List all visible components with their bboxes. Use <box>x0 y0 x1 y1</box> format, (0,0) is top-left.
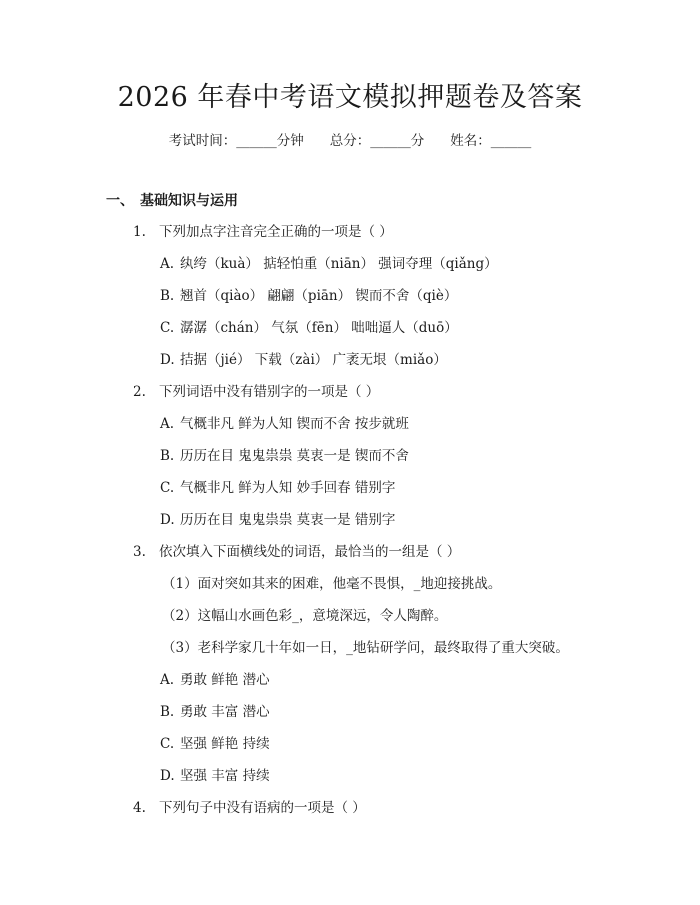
question-stem: 下列加点字注音完全正确的一项是（ ） <box>159 224 393 240</box>
question-number: 2. <box>133 384 146 400</box>
question-3 <box>133 542 460 562</box>
option-text: 历历在目 鬼鬼祟祟 莫衷一是 锲而不舍 <box>180 448 409 464</box>
section-number: 一、 <box>106 193 134 209</box>
question-1-option-c <box>160 318 458 338</box>
exam-title: 2026 年春中考语文模拟押题卷及答案 <box>117 82 583 113</box>
question-3-option-b <box>160 702 270 722</box>
student-name-field: 姓名：______ <box>450 133 532 149</box>
question-4 <box>133 798 366 818</box>
section-heading <box>106 191 238 211</box>
option-label: A. <box>160 672 175 688</box>
question-3-option-c <box>160 734 270 754</box>
option-text: 坚强 丰富 持续 <box>180 768 270 784</box>
question-2 <box>133 382 379 402</box>
exam-meta-row <box>0 131 700 151</box>
question-2-option-b <box>160 446 409 466</box>
option-label: D. <box>160 768 175 784</box>
question-3-option-d <box>160 766 270 786</box>
question-1 <box>133 222 393 242</box>
question-1-option-a <box>160 254 498 274</box>
option-text: 勇敢 鲜艳 潜心 <box>180 672 270 688</box>
option-text: 气概非凡 鲜为人知 锲而不舍 按步就班 <box>180 416 409 432</box>
question-stem: 依次填入下面横线处的词语，最恰当的一组是（ ） <box>159 544 461 560</box>
option-label: B. <box>160 704 175 720</box>
exam-time-field: 考试时间：______分钟 <box>168 133 304 149</box>
question-3-blank-1: （1）面对突如其来的困难，他毫不畏惧，_地迎接挑战。 <box>162 576 502 592</box>
option-label: A. <box>160 416 175 432</box>
option-text: 坚强 鲜艳 持续 <box>180 736 270 752</box>
question-number: 3. <box>133 544 146 560</box>
option-label: C. <box>160 320 175 336</box>
question-1-option-b <box>160 286 457 306</box>
option-label: D. <box>160 352 175 368</box>
option-label: C. <box>160 480 175 496</box>
question-1-option-d <box>160 350 447 370</box>
option-text: 纨绔（kuà） 掂轻怕重（niān） 强词夺理（qiǎng） <box>180 256 498 272</box>
option-text: 拮据（jié） 下载（zài） 广袤无垠（miǎo） <box>180 352 447 368</box>
question-3-blank-2: （2）这幅山水画色彩_，意境深远，令人陶醉。 <box>162 608 448 624</box>
option-label: D. <box>160 512 175 528</box>
option-text: 翘首（qiào） 翩翩（piān） 锲而不舍（qiè） <box>180 288 458 304</box>
question-3-blank-3: （3）老科学家几十年如一日，_地钻研学问，最终取得了重大突破。 <box>162 640 569 656</box>
question-stem: 下列词语中没有错别字的一项是（ ） <box>159 384 380 400</box>
question-2-option-a <box>160 414 409 434</box>
option-label: B. <box>160 288 175 304</box>
question-number: 1. <box>133 224 146 240</box>
option-text: 勇敢 丰富 潜心 <box>180 704 270 720</box>
option-text: 历历在目 鬼鬼祟祟 莫衷一是 错别字 <box>180 512 396 528</box>
question-3-option-a <box>160 670 270 690</box>
question-number: 4. <box>133 800 146 816</box>
option-text: 气概非凡 鲜为人知 妙手回春 错别字 <box>180 480 396 496</box>
option-label: C. <box>160 736 175 752</box>
total-score-field: 总分：______分 <box>329 133 425 149</box>
question-2-option-d <box>160 510 395 530</box>
option-label: A. <box>160 256 175 272</box>
option-text: 潺潺（chán） 气氛（fēn） 咄咄逼人（duō） <box>180 320 458 336</box>
section-title: 基础知识与运用 <box>140 193 238 209</box>
question-stem: 下列句子中没有语病的一项是（ ） <box>159 800 366 816</box>
option-label: B. <box>160 448 175 464</box>
question-2-option-c <box>160 478 395 498</box>
